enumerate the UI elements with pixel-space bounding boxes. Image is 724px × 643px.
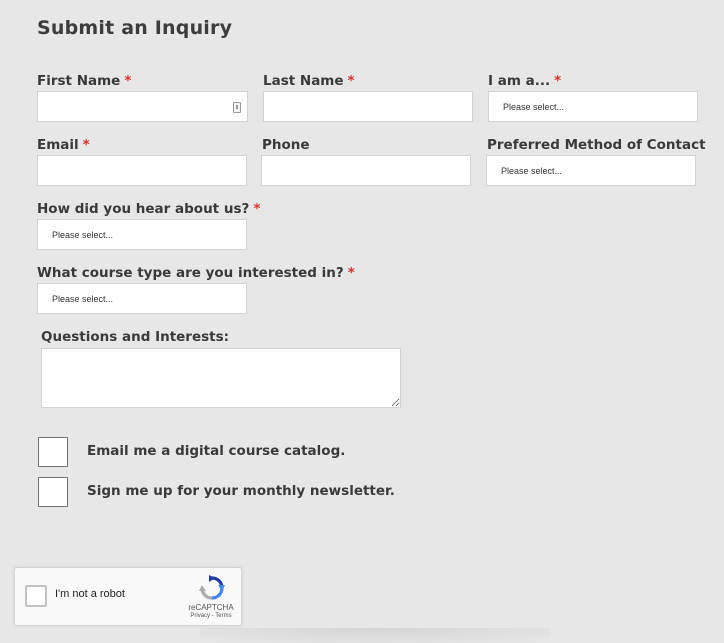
recaptcha-brand: reCAPTCHA [188, 603, 234, 612]
recaptcha-logo-icon [199, 575, 225, 601]
questions-label: Questions and Interests: [41, 329, 230, 345]
email-label [37, 137, 90, 153]
required-marker: * [347, 73, 355, 89]
last-name-label-text: Last Name [263, 73, 344, 89]
required-marker: * [82, 137, 90, 153]
recaptcha-widget [14, 567, 242, 626]
newsletter-checkbox-label[interactable]: Sign me up for your monthly newsletter. [87, 483, 395, 499]
recaptcha-privacy-terms-links[interactable]: Privacy - Terms [190, 613, 232, 619]
email-label-text: Email [37, 137, 79, 153]
select-value: Please select... [503, 101, 565, 112]
course-type-label-text: What course type are you interested in? [37, 265, 344, 281]
catalog-checkbox-label[interactable]: Email me a digital course catalog. [87, 443, 346, 459]
recaptcha-label[interactable]: I'm not a robot [55, 588, 125, 600]
i-am-a-label [488, 73, 561, 89]
required-marker: * [554, 73, 562, 89]
select-value: Please select... [501, 165, 563, 176]
first-name-input[interactable] [37, 91, 248, 122]
hear-about-select[interactable] [37, 219, 247, 250]
first-name-label-text: First Name [37, 73, 121, 89]
i-am-a-label-text: I am a... [488, 73, 551, 89]
phone-label: Phone [262, 137, 310, 153]
last-name-input[interactable] [263, 91, 473, 122]
first-name-label [37, 73, 131, 89]
course-type-label [37, 265, 355, 281]
bottom-shadow [200, 628, 550, 643]
preferred-contact-label: Preferred Method of Contact [487, 137, 706, 153]
select-value: Please select... [52, 293, 114, 304]
questions-textarea[interactable] [41, 348, 401, 408]
catalog-checkbox[interactable] [38, 437, 68, 467]
hear-about-label-text: How did you hear about us? [37, 201, 250, 217]
hear-about-label [37, 201, 260, 217]
recaptcha-checkbox[interactable] [25, 585, 47, 607]
required-marker: * [347, 265, 355, 281]
phone-input[interactable] [261, 155, 471, 186]
required-marker: * [253, 201, 261, 217]
preferred-contact-select[interactable] [486, 155, 696, 186]
last-name-label [263, 73, 355, 89]
required-marker: * [124, 73, 132, 89]
form-title: Submit an Inquiry [37, 17, 233, 39]
select-value: Please select... [52, 229, 114, 240]
i-am-a-select[interactable] [488, 91, 698, 122]
newsletter-checkbox[interactable] [38, 477, 68, 507]
contact-card-icon[interactable] [233, 102, 241, 113]
email-input[interactable] [37, 155, 247, 186]
course-type-select[interactable] [37, 283, 247, 314]
